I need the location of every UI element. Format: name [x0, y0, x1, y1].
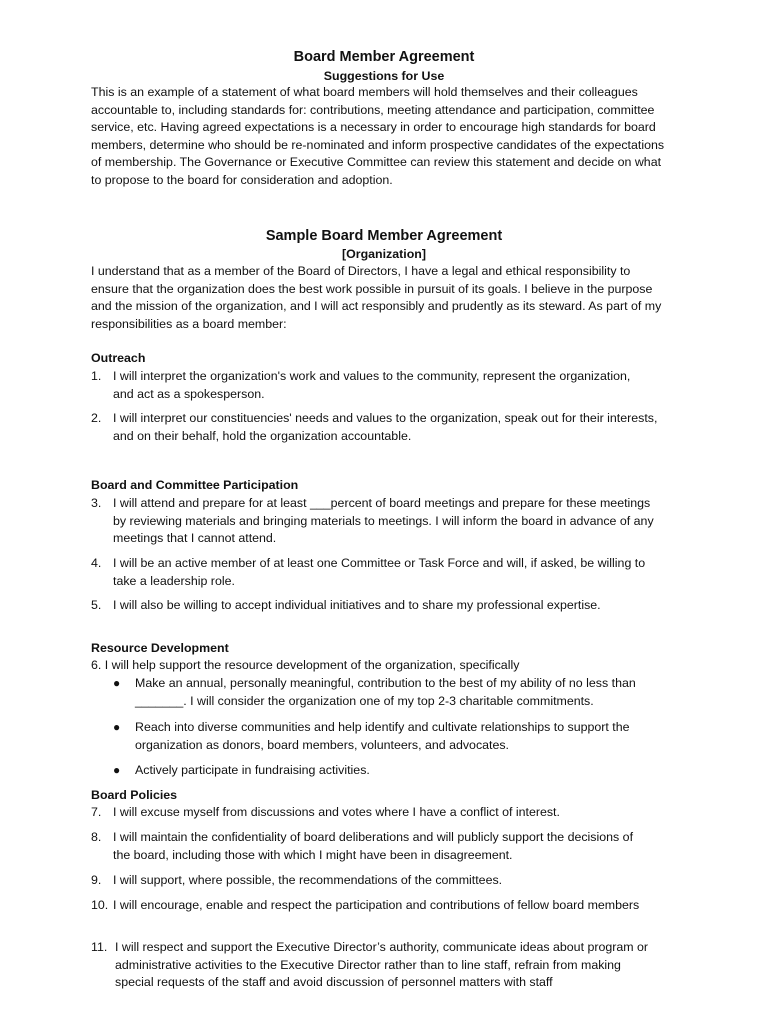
intro-line: accountable to, including standards for: contributions, meeting attendance and participation, committee: [91, 102, 655, 117]
item-text: and act as a spokesperson.: [113, 386, 265, 401]
bullet-item: [113, 675, 673, 710]
item-number: 11.: [91, 940, 108, 954]
item-text: I will also be willing to accept individual initiatives and to share my professional expertise.: [113, 598, 601, 612]
intro-line: service, etc. Having agreed expectations is a necessary in order to encourage high standards for board: [91, 120, 656, 135]
bullet-item: [113, 719, 673, 754]
item-text: I will maintain the confidentiality of board deliberations and will publicly support the decisions of: [113, 830, 634, 844]
sample-intro-line: and the mission of the organization, and I will act responsibly and prudently as its steward. As part of my: [91, 299, 662, 314]
sample-title: Sample Board Member Agreement: [265, 228, 503, 244]
item-number: 7.: [91, 805, 102, 819]
bullet-item: [113, 762, 673, 780]
policies-heading: Board Policies: [91, 788, 178, 802]
item-text: meetings that I cannot attend.: [113, 531, 277, 546]
item-number: 4.: [91, 556, 102, 570]
item-text: I will interpret our constituencies' needs and values to the organization, speak out for their interests,: [113, 411, 658, 425]
item-text: special requests of the staff and avoid discussion of personnel matters with staff: [115, 975, 553, 990]
bullet-text: organization as donors, board members, volunteers, and advocates.: [135, 737, 509, 752]
bullet-text: Make an annual, personally meaningful, contribution to the best of my ability of no less than: [135, 676, 636, 690]
list-item-2: [91, 410, 691, 445]
list-item-5: [91, 597, 691, 615]
item-text: the board, including those with which I might have been in disagreement.: [113, 847, 513, 862]
outreach-heading: Outreach: [91, 351, 146, 365]
item-text: I will attend and prepare for at least ___percent of board meetings and prepare for these meetings: [113, 496, 651, 510]
list-item-4: [91, 555, 691, 590]
item-text: take a leadership role.: [113, 573, 235, 588]
list-item-3: [91, 495, 691, 548]
item-text: administrative activities to the Executive Director rather than to line staff, refrain from making: [115, 957, 621, 972]
item-number: 9.: [91, 873, 102, 887]
organization-placeholder: [Organization]: [342, 247, 426, 261]
intro-line: to propose to the board for consideration and adoption.: [91, 172, 393, 187]
intro-paragraph: [91, 84, 691, 190]
list-item-8: [91, 829, 691, 864]
item-number: 2.: [91, 411, 102, 425]
sample-intro-paragraph: [91, 263, 691, 333]
list-item-10: [91, 897, 691, 915]
item-text: I will be an active member of at least one Committee or Task Force and will, if asked, be willing to: [113, 556, 646, 570]
item-number: 3.: [91, 496, 102, 510]
item-text: I will interpret the organization's work and values to the community, represent the organization,: [113, 369, 631, 383]
intro-line: members, determine who should be re-nominated and inform prospective candidates of the expectations: [91, 137, 665, 152]
item-number: 1.: [91, 369, 102, 383]
document-subtitle: Suggestions for Use: [323, 69, 445, 83]
bullet-text: _______. I will consider the organization one of my top 2-3 charitable commitments.: [135, 693, 594, 708]
sample-intro-line: I understand that as a member of the Board of Directors, I have a legal and ethical responsibility to: [91, 264, 631, 278]
bullet-text: Reach into diverse communities and help identify and cultivate relationships to support the: [135, 720, 630, 734]
item-text: by reviewing materials and bringing materials to meetings. I will inform the board in advance of any: [113, 513, 654, 528]
resource-lead: 6. I will help support the resource development of the organization, specifically: [91, 658, 520, 672]
item-text: I will encourage, enable and respect the participation and contributions of fellow board members: [113, 898, 640, 912]
list-item-11: [91, 939, 691, 992]
bullet-icon: ●: [113, 676, 121, 690]
sample-intro-line: responsibilities as a board member:: [91, 316, 287, 331]
list-item-1: [91, 368, 691, 403]
intro-line: This is an example of a statement of what board members will hold themselves and their colleagues: [91, 85, 638, 99]
item-text: I will support, where possible, the recommendations of the committees.: [113, 873, 503, 887]
list-item-7: [91, 804, 691, 822]
bullet-icon: ●: [113, 720, 121, 734]
document-title: Board Member Agreement: [293, 49, 475, 65]
participation-heading: Board and Committee Participation: [91, 478, 299, 492]
item-number: 10.: [91, 898, 109, 912]
item-text: I will respect and support the Executive Director’s authority, communicate ideas about program or: [115, 940, 649, 954]
bullet-icon: ●: [113, 763, 121, 777]
item-text: and on their behalf, hold the organization accountable.: [113, 428, 412, 443]
item-text: I will excuse myself from discussions and votes where I have a conflict of interest.: [113, 805, 560, 819]
item-number: 5.: [91, 598, 102, 612]
list-item-9: [91, 872, 691, 890]
bullet-text: Actively participate in fundraising activities.: [135, 763, 370, 777]
sample-intro-line: ensure that the organization does the best work possible in pursuit of its goals. I believe in the purpose: [91, 281, 653, 296]
resource-heading: Resource Development: [91, 641, 229, 655]
item-number: 8.: [91, 830, 102, 844]
intro-line: of membership. The Governance or Executive Committee can review this statement and decide on what: [91, 155, 662, 170]
